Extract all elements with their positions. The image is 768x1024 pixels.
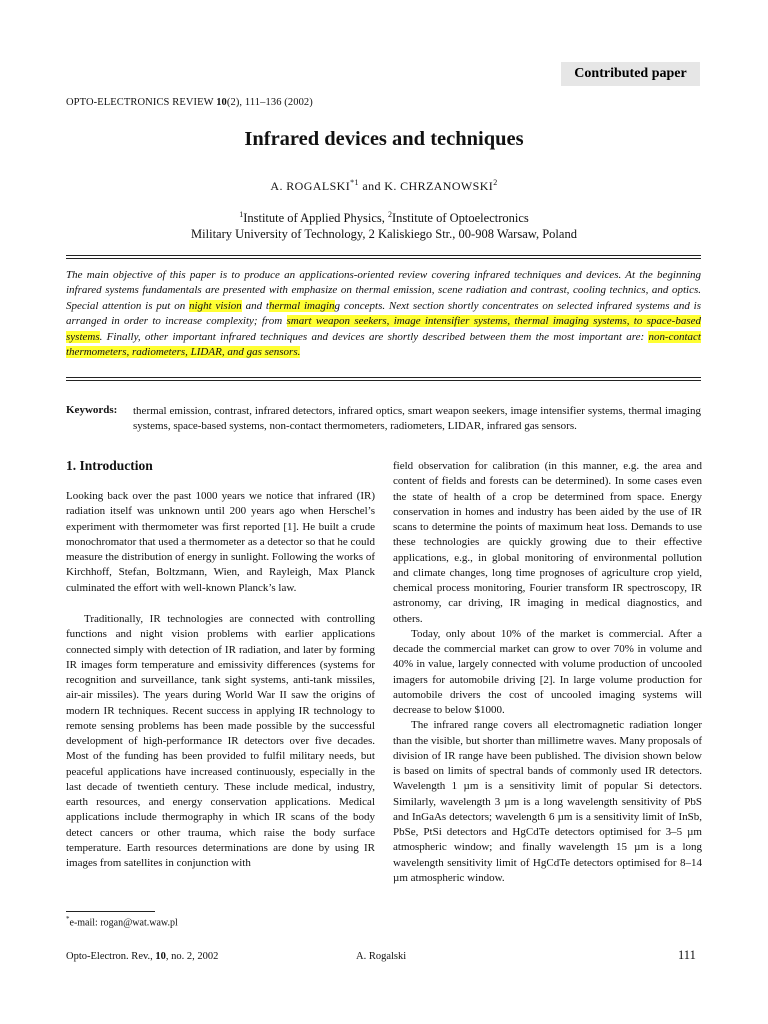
- footnote-mark: *: [66, 915, 70, 923]
- paragraph: Today, only about 10% of the market is commercial. After a decade the commercial market can grow to over 70% in volume and 40% in value, largely connected with volume production of uncooled imagers for automobile driving [2]. In large volume production for automobile drivers the cost of uncooled imaging systems will decrease to below $1000.: [393, 627, 702, 716]
- journal-volume: 10: [216, 97, 227, 108]
- keywords-label: Keywords:: [66, 404, 118, 416]
- abstract-top-rule: [66, 255, 701, 256]
- abstract-text: g concepts. Next section shortly concentrates on selected infrared systems and is arranged in order to increase complexity; from: [66, 299, 701, 328]
- author-1-mark: *1: [350, 178, 359, 187]
- keywords-text: thermal emission, contrast, infrared detectors, infrared optics, smart weapon seekers, image intensifier systems, thermal imaging systems, space-based systems, non-contact thermometers, radiometers, LIDAR, infrared gas sensors.: [133, 405, 701, 433]
- affiliation-1-mark: 1: [239, 210, 244, 219]
- journal-issue-pages: (2), 111–136 (2002): [226, 97, 313, 108]
- page-number: 111: [678, 948, 696, 962]
- paragraph: The infrared range covers all electromagnetic radiation longer than the visible, but shorter than millimetre waves. Many proposals of division of IR range have been published. The division shown below is based on limits of spectral bands of commonly used IR detectors. Wavelength 1 µm is a sensitivity limit of popular Si detectors. Similarly, wavelength 3 µm is a long wavelength sensitivity of PbS and InGaAs detectors; wavelength 6 µm is a sensitivity limit of InSb, PbSe, PtSi detectors and HgCdTe detectors optimised for 3–5 µm atmospheric window; and finally wavelength 15 µm is a long wavelength sensitivity limit of HgCdTe detectors optimised for 8–14 µm atmospheric window.: [393, 719, 702, 884]
- footnote: [66, 915, 178, 928]
- abstract: [66, 268, 701, 360]
- affiliation-1: Institute of Applied Physics,: [243, 211, 388, 226]
- paragraph: Traditionally, IR technologies are connected with controlling functions and night vision problems with earlier applications connected simply with detection of IR radiation, and later by forming IR images form temperature and emissivity differences (systems for recognition and surveillance, tank sight systems, anti-tank missiles, air-air missiles). The years during World War II saw the origins of modern IR techniques. Recent success in applying IR technology to remote sensing problems has been made possible by the successful development of high-performance IR detectors over five decades. Most of the funding has been provided to fulfil military needs, but peaceful applications have increased continuously, especially in the last decade of twentieth century. These include medical, industry, earth resources, and energy conservation applications. Medical applications include thermography in which IR scans of the body detect cancers or other trauma, which raise the body surface temperature. Earth resources determinations are done by using IR images from satellites in conjunction with: [66, 613, 375, 869]
- author-2-mark: 2: [493, 178, 498, 187]
- section-heading: 1. Introduction: [66, 458, 153, 473]
- left-column-paragraph-1: [66, 489, 375, 596]
- author-1: A. ROGALSKI: [270, 179, 351, 193]
- affiliations: [0, 207, 768, 242]
- paper-title: Infrared devices and techniques: [244, 128, 524, 150]
- affiliation-2-mark: 2: [388, 210, 392, 219]
- affiliation-line-1: [0, 207, 768, 226]
- abstract-highlight: night vision: [189, 299, 242, 312]
- affiliation-line-2: Military University of Technology, 2 Kaliskiego Str., 00-908 Warsaw, Poland: [191, 227, 577, 242]
- footer-journal: Opto-Electron. Rev.,: [66, 951, 156, 962]
- abstract-highlight: smart weapon seekers, image intensifier systems, thermal imaging systems, to space-based systems: [66, 315, 701, 343]
- abstract-text: and t: [241, 299, 269, 312]
- footer-author: A. Rogalski: [356, 951, 407, 962]
- paragraph: Looking back over the past 1000 years we notice that infrared (IR) radiation itself was unknown until 200 years ago when Herschel’s experiment with thermometer was first reported [1]. He built a crude monochromator that used a thermometer as a detector so that he could measure the distribution of energy in sunlight. Following the works of Kirchhoff, Stefan, Boltzmann, Wien, and Rayleigh, Max Planck culminated the effort with well-known Planck’s law.: [66, 490, 375, 594]
- journal-name: OPTO-ELECTRONICS REVIEW: [66, 97, 217, 108]
- author-list: [0, 178, 768, 194]
- footer-citation: [66, 951, 218, 962]
- right-column: [393, 459, 702, 886]
- abstract-top-rule-2: [66, 258, 701, 259]
- footnote-rule: [66, 911, 155, 912]
- paragraph: field observation for calibration (in this manner, e.g. the area and content of fields and forests can be determined). In some cases even the state of health of a crop be determined from space. Energy conservation in homes and industry has been aided by the use of IR scans to determine the points of maximum heat loss. Demands to use these technologies are quickly growing due to their effective applications, e.g., in global monitoring of environmental pollution and climate changes, long time prognoses of agriculture crop yield, chemical process monitoring, Fourier transform IR spectroscopy, IR astronomy, car driving, IR imaging in medical diagnostics, and others.: [393, 460, 702, 625]
- footer-volume: 10: [155, 951, 166, 962]
- footer-issue: , no. 2, 2002: [165, 951, 219, 962]
- author-conjunction: and: [358, 179, 385, 193]
- author-2: K. CHRZANOWSKI: [384, 179, 494, 193]
- abstract-highlight: hermal imagin: [268, 299, 335, 312]
- paper-type-badge: Contributed paper: [561, 62, 700, 86]
- abstract-bottom-rule-2: [66, 380, 701, 381]
- left-column-paragraph-2: [66, 612, 375, 871]
- footnote-email: e-mail: rogan@wat.waw.pl: [69, 917, 178, 929]
- abstract-text: . Finally, other important infrared techniques and devices are shortly described between them the most important are:: [99, 330, 649, 343]
- affiliation-2: Institute of Optoelectronics: [392, 211, 529, 226]
- abstract-text: The main objective of this paper is to produce an applications-oriented review covering infrared techniques and devices. At the beginning infrared systems fundamentals are presented with emphasize on thermal emission, scene radiation and contrast, cooling technics, and optics. Special attention is put on: [66, 269, 701, 312]
- journal-citation: [66, 97, 313, 108]
- abstract-bottom-rule: [66, 377, 701, 378]
- abstract-highlight: non-contact thermometers, radiometers, LIDAR, and gas sensors.: [66, 330, 701, 359]
